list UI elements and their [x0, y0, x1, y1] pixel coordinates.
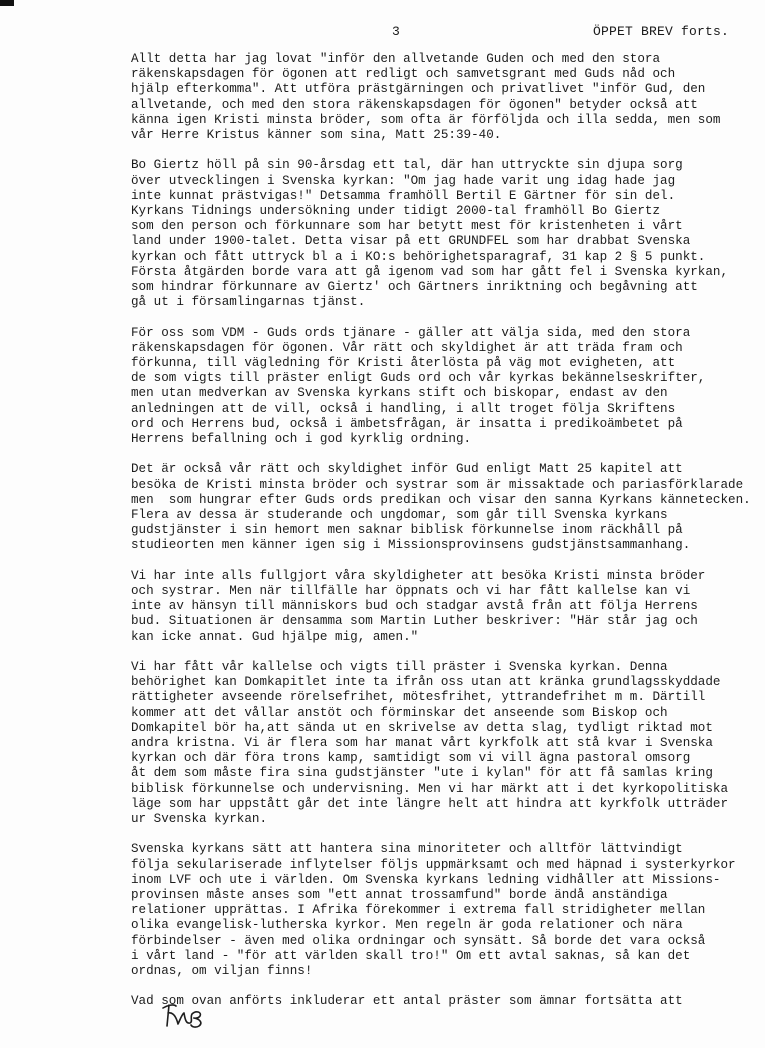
text-line: kyrkan och där föra trons kamp, samtidigt som vi vill ägna pastoral omsorg: [131, 751, 691, 766]
paragraph: [131, 52, 743, 143]
paragraph: [131, 326, 743, 448]
text-line: relationer upprättas. I Afrika förekommer i extrema fall stridigheter mellan: [131, 903, 706, 918]
text-line: rättigheter avseende rörelsefrihet, mötesfrihet, yttrandefrihet m m. Därtill: [131, 690, 706, 705]
running-title: ÖPPET BREV forts.: [593, 24, 730, 39]
text-line: de som vigts till präster enligt Guds ord och vår kyrkas bekännelseskrifter,: [131, 371, 706, 386]
paragraph: [131, 660, 743, 827]
text-line: förbindelser - även med olika ordningar och synsätt. Så borde det vara också: [131, 933, 706, 948]
text-line: åt dem som måste fira sina gudstjänster "ute i kylan" för att få samlas kring: [131, 766, 713, 781]
text-line: anledningen att de vill, också i handling, i allt troget följa Skriftens: [131, 401, 676, 416]
text-line: vår Herre Kristus känner som sina, Matt 25:39-40.: [131, 128, 502, 143]
text-line: följa sekulariserade inflytelser följs uppmärksamt och med häpnad i systerkyrkor: [131, 857, 736, 872]
text-line: provinsen måste anses som "ett annat trossamfund" borde ändå anständiga: [131, 888, 668, 903]
text-line: land under 1900-talet. Detta visar på ett GRUNDFEL som har drabbat Svenska: [131, 234, 691, 249]
text-line: Kyrkans Tidnings undersökning under tidigt 2000-tal framhöll Bo Giertz: [131, 204, 661, 219]
text-line: Svenska kyrkans sätt att hantera sina minoriteter och alltför lättvindigt: [131, 842, 683, 857]
text-line: som den person och förkunnare som har betytt mest för kristenheten i vårt: [131, 219, 683, 234]
text-line: Vad som ovan anförts inkluderar ett antal präster som ämnar fortsätta att: [131, 994, 683, 1009]
text-line: Bo Giertz höll på sin 90-årsdag ett tal, där han uttryckte sin djupa sorg: [131, 158, 683, 173]
text-line: bud. Situationen är densamma som Martin Luther beskriver: "Här står jag och: [131, 614, 698, 629]
text-line: hjälp efterkomma". Att utföra prästgärningen och privatlivet "inför Gud, den: [131, 82, 706, 97]
text-line: Första åtgärden borde vara att gå igenom vad som har gått fel i Svenska kyrkan,: [131, 264, 729, 279]
text-line: besöka de Kristi minsta bröder och systrar som är missaktade och pariasförklarade: [131, 477, 744, 492]
text-line: ur Svenska kyrkan.: [131, 812, 268, 827]
letter-body: [131, 52, 751, 1025]
text-line: Allt detta har jag lovat "inför den allvetande Guden och med den stora: [131, 52, 661, 66]
paragraph: [131, 569, 743, 645]
text-line: Det är också vår rätt och skyldighet inför Gud enligt Matt 25 kapitel att: [131, 462, 683, 477]
text-line: Vi har inte alls fullgjort våra skyldigheter att besöka Kristi minsta bröder: [131, 568, 706, 583]
text-line: räkenskapsdagen för ögonen. Vår rätt och skyldighet är att träda fram och: [131, 340, 683, 355]
text-line: som hindrar förkunnare av Giertz' och Gärtners inriktning och begåvning att: [131, 280, 698, 295]
text-line: ordnas, om viljan finns!: [131, 964, 313, 979]
text-line: Herrens befallning och i god kyrklig ordning.: [131, 432, 472, 447]
text-line: gå ut i församlingarnas tjänst.: [131, 295, 366, 310]
paragraph: [131, 462, 751, 553]
text-line: läge som har uppstått går det inte längre helt att hindra att kyrkfolk utträder: [131, 796, 729, 811]
paragraph: [131, 994, 743, 1009]
scan-corner-mark: [0, 0, 14, 6]
page-number: 3: [392, 24, 400, 39]
text-line: men utan medverkan av Svenska kyrkans stift och biskopar, endast av den: [131, 386, 668, 401]
paragraph: [131, 842, 743, 979]
text-line: biblisk förkunnelse och undervisning. Men vi har märkt att i det kyrkopolitiska: [131, 781, 729, 796]
text-line: andra kristna. Vi är flera som har manat vårt kyrkfolk att stå kvar i Svenska: [131, 736, 713, 751]
text-line: känna igen Kristi minsta bröder, som ofta är förföljda och illa sedda, men som: [131, 112, 721, 127]
text-line: För oss som VDM - Guds ords tjänare - gäller att välja sida, med den stora: [131, 325, 691, 340]
text-line: inom LVF och ute i världen. Om Svenska kyrkans ledning vidhåller att Missions-: [131, 872, 721, 887]
text-line: inte kunnat prästvigas!" Detsamma framhöll Bertil E Gärtner för sin del.: [131, 188, 676, 203]
text-line: kyrkan och fått uttryck bl a i KO:s behörighetsparagraf, 31 kap 2 § 5 punkt.: [131, 249, 706, 264]
text-line: Domkapitel bör ha,att sända ut en skrivelse av detta slag, tydligt riktad mot: [131, 720, 713, 735]
text-line: förkunna, till vägledning för Kristi återlösta på väg mot evigheten, att: [131, 356, 676, 371]
text-line: kan icke annat. Gud hjälpe mig, amen.": [131, 629, 419, 644]
paragraph: [131, 158, 743, 310]
text-line: olika evangelisk-lutherska kyrkor. Men regeln är goda relationer och nära: [131, 918, 683, 933]
text-line: Flera av dessa är studerande och ungdomar, som går till Svenska kyrkans: [131, 508, 668, 523]
text-line: behörighet kan Domkapitlet inte ta ifrån oss utan att kränka grundlagsskyddade: [131, 675, 721, 690]
text-line: över utvecklingen i Svenska kyrkan: "Om jag hade varit ung idag hade jag: [131, 173, 676, 188]
text-line: kommer att det vållar anstöt och förminskar det anseende som Biskop och: [131, 705, 668, 720]
text-line: allvetande, och med den stora räkenskapsdagen för ögonen" betyder också att: [131, 97, 698, 112]
text-line: inte av hänsyn till människors bud och stadgar avstå från att följa Herrens: [131, 599, 698, 614]
text-line: gudstjänster i sin hemort men saknar biblisk förkunnelse inom räckhåll på: [131, 523, 683, 538]
text-line: men som hungrar efter Guds ords predikan och visar den sanna Kyrkans kännetecken.: [131, 492, 751, 507]
text-line: i vårt land - "för att världen skall tro!" Om ett avtal saknas, så kan det: [131, 948, 691, 963]
handwritten-initials-signature: [160, 1000, 208, 1032]
text-line: studieorten men känner igen sig i Missionsprovinsens gudstjänstsammanhang.: [131, 538, 691, 553]
text-line: ord och Herrens bud, också i ämbetsfrågan, är insatta i predikoämbetet på: [131, 416, 683, 431]
text-line: Vi har fått vår kallelse och vigts till präster i Svenska kyrkan. Denna: [131, 660, 668, 675]
text-line: räkenskapsdagen för ögonen att redligt och samvetsgrant med Guds nåd och: [131, 67, 676, 82]
text-line: och systrar. Men när tillfälle har öppnats och vi har fått kallelse kan vi: [131, 584, 691, 599]
